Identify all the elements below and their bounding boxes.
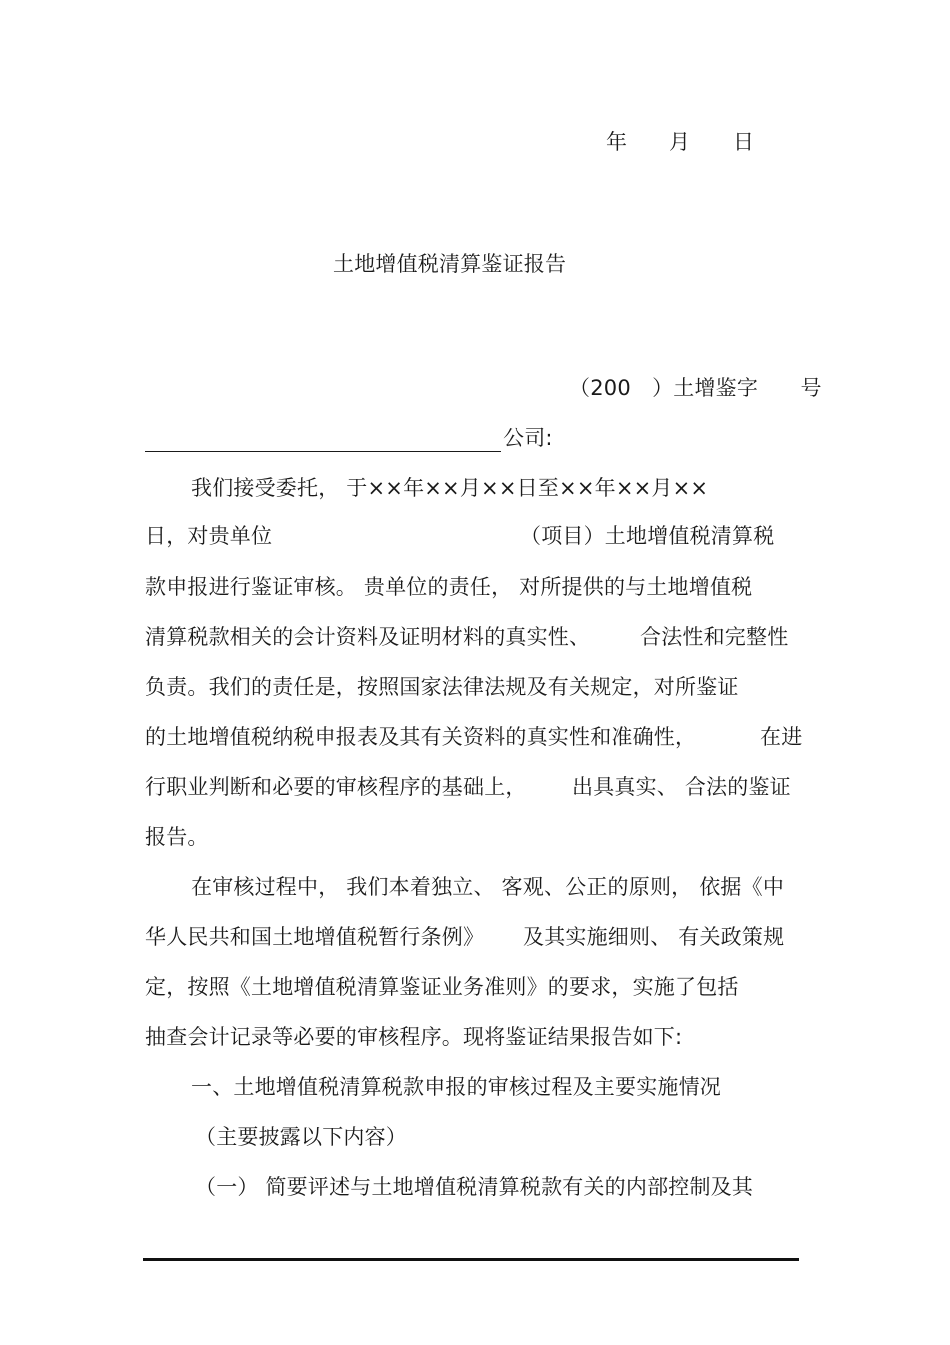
date-year: 年 — [606, 130, 628, 154]
paragraph1-line7b: 出具真实、 合法的鉴证 — [572, 775, 791, 799]
paragraph2-line2a: 华人民共和国土地增值税暂行条例》 — [145, 925, 485, 949]
addressee-label: 公司: — [503, 426, 553, 450]
subsection1-text: （一） 简要评述与土地增值税清算税款有关的内部控制及其 — [195, 1175, 754, 1199]
paragraph1-line6b: 在进 — [760, 725, 803, 749]
paragraph1-line2a: 日，对贵单位 — [145, 524, 273, 548]
paragraph1-line8: 报告。 — [145, 825, 209, 849]
date-month: 月 — [669, 130, 691, 154]
paragraph2-line4: 抽查会计记录等必要的审核程序。现将鉴证结果报告如下: — [145, 1025, 683, 1049]
paragraph1-line2b: （项目）土地增值税清算税 — [520, 524, 775, 548]
page-bottom-rule — [143, 1258, 799, 1261]
paragraph1-line6a: 的土地增值税纳税申报表及其有关资料的真实性和准确性， — [145, 725, 697, 749]
paragraph1-line4b: 合法性和完整性 — [640, 625, 789, 649]
paragraph1-line1: 我们接受委托， 于××年××月××日至××年××月×× — [191, 476, 709, 500]
section1-note: （主要披露以下内容） — [195, 1125, 407, 1149]
addressee-blank-line — [145, 451, 501, 452]
paragraph2-line1: 在审核过程中， 我们本着独立、 客观、公正的原则， 依据《中 — [191, 875, 785, 899]
paragraph2-line3: 定，按照《土地增值税清算鉴证业务准则》的要求，实施了包括 — [145, 975, 739, 999]
document-number: （200 ）土增鉴字 号 — [569, 376, 822, 400]
paragraph2-line2b: 及其实施细则、 有关政策规 — [523, 925, 785, 949]
date-day: 日 — [733, 130, 755, 154]
paragraph1-line3: 款申报进行鉴证审核。 贵单位的责任， 对所提供的与土地增值税 — [145, 575, 753, 599]
document-title: 土地增值税清算鉴证报告 — [333, 252, 567, 276]
paragraph1-line7a: 行职业判断和必要的审核程序的基础上， — [145, 775, 527, 799]
paragraph1-line4a: 清算税款相关的会计资料及证明材料的真实性、 — [145, 625, 591, 649]
section1-heading: 一、土地增值税清算税款申报的审核过程及主要实施情况 — [191, 1075, 721, 1099]
paragraph1-line5: 负责。我们的责任是，按照国家法律法规及有关规定，对所鉴证 — [145, 675, 739, 699]
